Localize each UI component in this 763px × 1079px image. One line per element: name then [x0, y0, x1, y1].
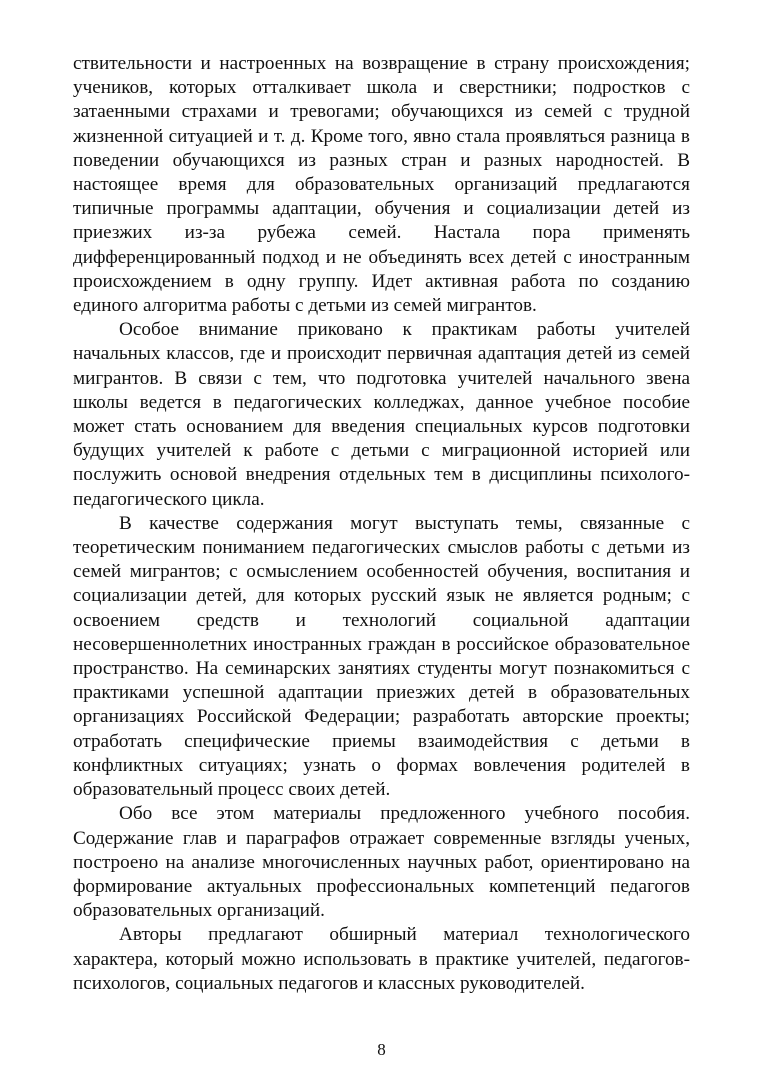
paragraph-authors: Авторы предлагают обширный материал технологического характера, который можно использовать в практике учителей, педагогов-психологов, социальных педагогов и классных руководителей.: [73, 924, 690, 994]
page-number: 8: [377, 1040, 386, 1059]
paragraph-course-content: В качестве содержания могут выступать темы, связанные с теоретическим пониманием педагогических смыслов работы с детьми из семей мигрантов; с осмыслением особенностей обучения, воспитания и социализации детей, для которых русский язык не является родным; с освоением средств и технологий социальной адаптации несовершеннолетних иностранных граждан в российское образовательное пространство. На семинарских занятиях студенты могут познакомиться с практиками успешной адаптации приезжих детей в образовательных организациях Российской Федерации; разработать авторские проекты; отработать специфические приемы взаимодействия с детьми в конфликтных ситуациях; узнать о формах вовлечения родителей в образовательный процесс своих детей.: [73, 512, 690, 801]
paragraph-primary-teachers: Особое внимание приковано к практикам работы учителей начальных классов, где и происходит первичная адаптация детей из семей мигрантов. В связи с тем, что подготовка учителей начального звена школы ведется в педагогических колледжах, данное учебное пособие может стать основанием для введения специальных курсов подготовки будущих учителей к работе с детьми с миграционной историей или послужить основой внедрения отдельных тем в дисциплины психолого-педагогического цикла.: [73, 319, 690, 510]
paragraph-manual-materials: Обо все этом материалы предложенного учебного пособия. Содержание глав и параграфов отражает современные взгляды ученых, построено на анализе многочисленных научных работ, ориентировано на формирование актуальных профессиональных компетенций педагогов образовательных организаций.: [73, 803, 690, 922]
body-text: [73, 52, 690, 996]
paragraph-continued: ствительности и настроенных на возвращение в страну происхождения; учеников, которых отталкивает школа и сверстники; подростков с затаенными страхами и тревогами; обучающихся из семей с трудной жизненной ситуацией и т. д. Кроме того, явно стала проявляться разница в поведении обучающихся из разных стран и разных народностей. В настоящее время для образовательных организаций предлагаются типичные программы адаптации, обучения и социализации детей из приезжих из-за рубежа семей. Настала пора применять дифференцированный подход и не объединять всех детей с иностранным происхождением в одну группу. Идет активная работа по созданию единого алгоритма работы с детьми из семей мигрантов.: [73, 53, 690, 317]
